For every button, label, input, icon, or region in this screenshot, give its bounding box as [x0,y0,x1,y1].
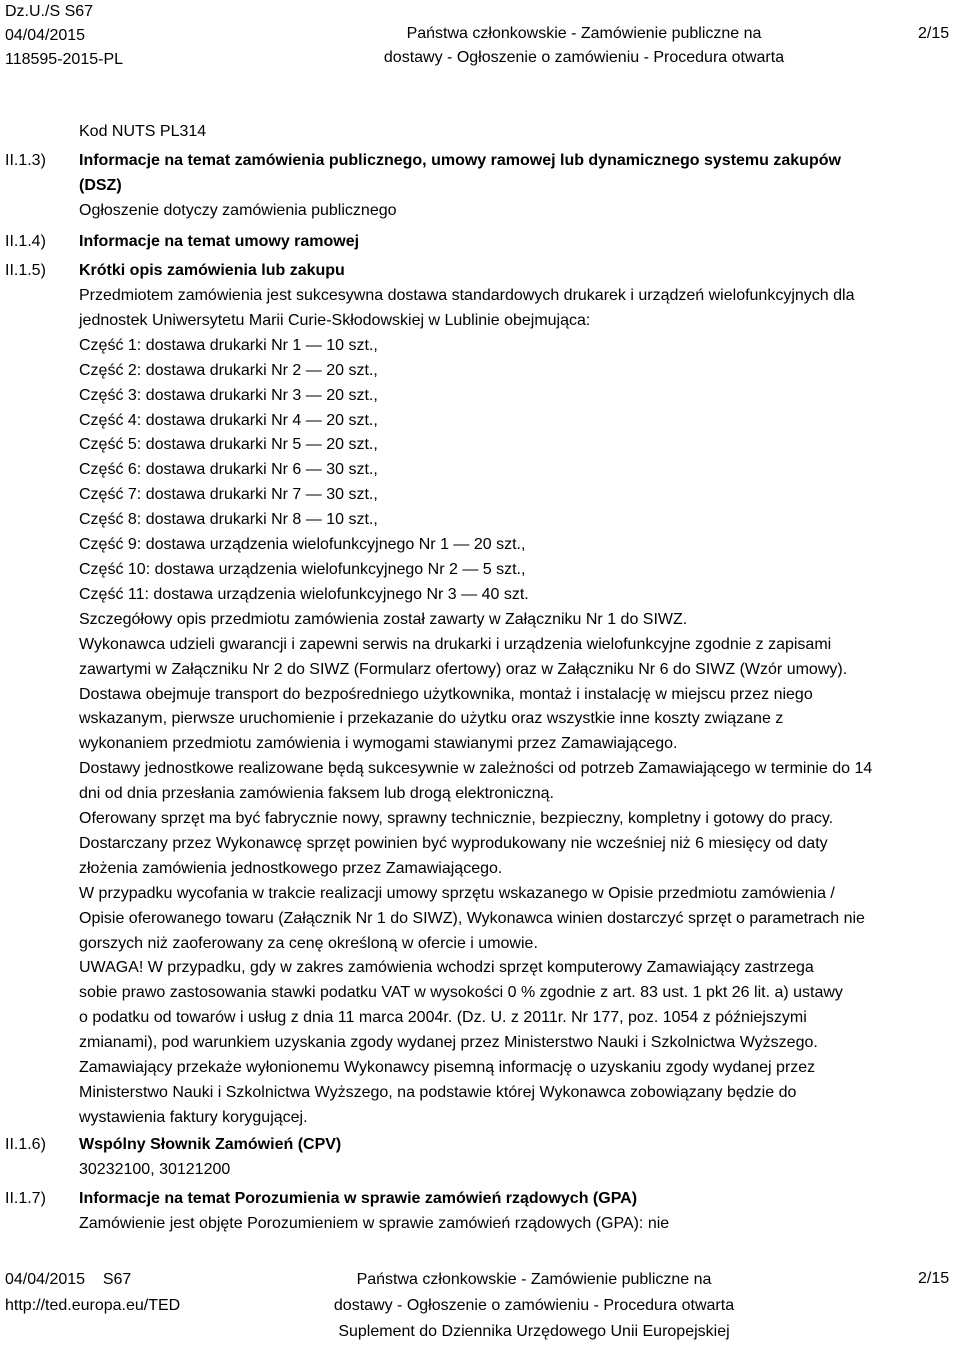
cpv-title: Wspólny Słownik Zamówień (CPV) [79,1136,342,1153]
header-title-line-2: dostawy - Ogłoszenie o zamówieniu - Procedura otwarta [383,49,785,66]
section-number-ii-1-4: II.1.4) [5,233,46,250]
desc-line: Dostawy jednostkowe realizowane będą sukcesywnie w zależności od potrzeb Zamawiającego w terminie do 14 [79,760,873,778]
desc-line: Dostarczany przez Wykonawcę sprzęt powinien być wyprodukowany nie wcześniej niż 6 miesięcy od daty [79,834,828,852]
desc-line: Część 1: dostawa drukarki Nr 1 — 10 szt., [79,336,378,354]
footer-supplement: Suplement do Dziennika Urzędowego Unii Europejskiej [338,1323,730,1340]
desc-line: dni od dnia przesłania zamówienia faksem lub drogą elektroniczną. [79,785,554,803]
desc-line: wskazanym, pierwsze uruchomienie i przekazanie do użytku oraz wszystkie inne koszty związane z [79,710,784,728]
gpa-title: Informacje na temat Porozumienia w sprawie zamówień rządowych (GPA) [79,1190,638,1207]
footer-left [5,1267,180,1319]
desc-line: gorszych niż zaoferowany za cenę określoną w ofercie i umowie. [79,934,538,952]
section-number-ii-1-7: II.1.7) [5,1190,46,1207]
desc-line: Część 9: dostawa urządzenia wielofunkcyjnego Nr 1 — 20 szt., [79,536,526,554]
desc-line: wykonaniem przedmiotu zamówienia i wymogami stawianymi przez Zamawiającego. [79,735,678,753]
header-page-number: 2/15 [918,25,950,42]
section-number-ii-1-6: II.1.6) [5,1136,46,1153]
desc-line: UWAGA! W przypadku, gdy w zakres zamówienia wchodzi sprzęt komputerowy Zamawiający zastrzega [79,959,814,977]
desc-line: Wykonawca udzieli gwarancji i zapewni serwis na drukarki i urządzenia wielofunkcyjne zgodnie z zapisami [79,635,832,653]
desc-line: zmianami), pod warunkiem uzyskania zgody wydanej przez Ministerstwo Nauki i Szkolnictwa Wyższego. [79,1034,818,1052]
desc-line: Część 7: dostawa drukarki Nr 7 — 30 szt., [79,486,378,504]
info-title: Informacje na temat zamówienia publicznego, umowy ramowej lub dynamicznego systemu zakupów [79,152,841,169]
desc-line: sobie prawo zastosowania stawki podatku VAT w wysokości 0 % zgodnie z art. 83 ust. 1 pkt 26 lit. a) ustawy [79,984,843,1002]
desc-line: Część 2: dostawa drukarki Nr 2 — 20 szt., [79,361,378,379]
desc-line: Oferowany sprzęt ma być fabrycznie nowy, sprawny technicznie, bezpieczny, kompletny i gotowy do pracy. [79,810,834,828]
desc-line: Część 5: dostawa drukarki Nr 5 — 20 szt., [79,436,378,454]
section-number-ii-1-5: II.1.5) [5,262,46,279]
notice-id: 118595-2015-PL [5,51,124,68]
desc-line: Ministerstwo Nauki i Szkolnictwa Wyższego, na podstawie której Wykonawca zobowiązany będzie do [79,1084,797,1101]
nuts-code: Kod NUTS PL314 [79,123,207,140]
desc-line: Część 11: dostawa urządzenia wielofunkcyjnego Nr 3 — 40 szt. [79,585,529,603]
footer-page-number: 2/15 [918,1270,950,1287]
desc-line: Przedmiotem zamówienia jest sukcesywna dostawa standardowych drukarek i urządzeń wielofunkcyjnych dla [79,287,855,304]
desc-line: Część 4: dostawa drukarki Nr 4 — 20 szt., [79,411,378,429]
desc-line: złożenia zamówienia jednostkowego przez Zamawiającego. [79,859,503,877]
desc-line: wystawienia faktury korygującej. [79,1108,308,1126]
framework-title: Informacje na temat umowy ramowej [79,233,360,250]
footer-center [284,1267,784,1345]
desc-line: Opisie oferowanego towaru (Załącznik Nr 1 do SIWZ), Wykonawca winien dostarczyć sprzęt o parametrach nie [79,909,865,927]
desc-line: Część 10: dostawa urządzenia wielofunkcyjnego Nr 2 — 5 szt., [79,560,526,578]
desc-line: Zamawiający przekaże wyłonionemu Wykonawcy pisemną informację o uzyskaniu zgody wydanej przez [79,1059,816,1077]
desc-line: o podatku od towarów i usług z dnia 11 marca 2004r. (Dz. U. z 2011r. Nr 177, poz. 1054 z późniejszymi [79,1009,807,1027]
section-number-ii-1-3: II.1.3) [5,152,46,169]
header-date: 04/04/2015 [5,27,86,44]
footer-url[interactable]: http://ted.europa.eu/TED [5,1297,181,1314]
gpa-value: Zamówienie jest objęte Porozumieniem w sprawie zamówień rządowych (GPA): nie [79,1215,670,1232]
desc-line: zawartymi w Załączniku Nr 2 do SIWZ (Formularz ofertowy) oraz w Załączniku Nr 6 do SIWZ (Wzór umowy). [79,660,848,678]
cpv-value: 30232100, 30121200 [79,1161,231,1178]
short-description [79,284,959,1131]
desc-line: Część 3: dostawa drukarki Nr 3 — 20 szt., [79,386,378,404]
header-left [5,0,123,72]
desc-line: Szczegółowy opis przedmiotu zamówienia został zawarty w Załączniku Nr 1 do SIWZ. [79,610,688,628]
info-value: Ogłoszenie dotyczy zamówienia publicznego [79,202,397,219]
header-center [334,22,834,70]
info-title-cont: (DSZ) [79,177,122,194]
desc-line: W przypadku wycofania w trakcie realizacji umowy sprzętu wskazanego w Opisie przedmiotu zamówienia / [79,884,835,902]
desc-line: Część 6: dostawa drukarki Nr 6 — 30 szt., [79,461,378,479]
header-title-line-1: Państwa członkowskie - Zamówienie publiczne na [406,25,762,42]
footer-title-line-2: dostawy - Ogłoszenie o zamówieniu - Procedura otwarta [333,1297,735,1314]
journal-ref: Dz.U./S S67 [5,3,94,20]
desc-line: Dostawa obejmuje transport do bezpośredniego użytkownika, montaż i instalację w miejscu przez niego [79,685,813,703]
footer-title-line-1: Państwa członkowskie - Zamówienie publiczne na [356,1271,712,1288]
desc-line: Część 8: dostawa drukarki Nr 8 — 10 szt., [79,511,378,529]
short-desc-title: Krótki opis zamówienia lub zakupu [79,262,345,279]
desc-line: jednostek Uniwersytetu Marii Curie-Skłodowskiej w Lublinie obejmująca: [79,311,591,329]
footer-date-issue: 04/04/2015 S67 [5,1271,132,1288]
